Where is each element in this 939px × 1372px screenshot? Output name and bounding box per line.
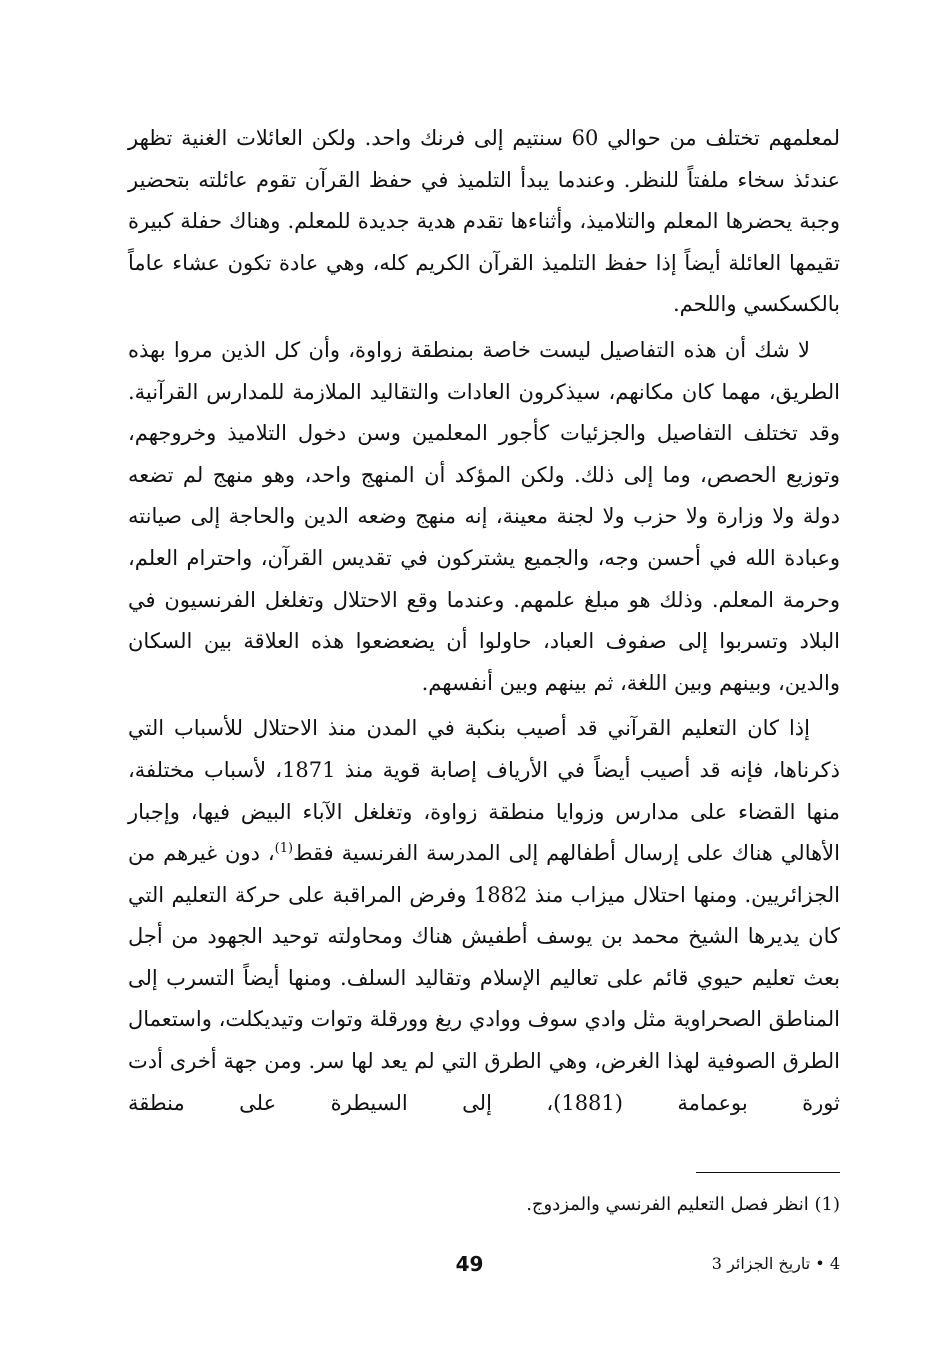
main-text: [128, 118, 840, 1124]
footnote-marker[interactable]: (1): [274, 841, 294, 857]
paragraph-3-part-2: ، دون غيرهم من الجزائريين. ومنها احتلال ميزاب منذ 1882 وفرض المراقبة على حركة التعليم التي كان يديرها الشيخ محمد بن يوسف أطفيش هناك ومحاولته توحيد الجهود من أجل بعث تعليم حيوي قائم على تعاليم الإسلام وتقاليد السلف. ومنها أيضاً التسرب إلى المناطق الصحراوية مثل وادي سوف ووادي ريغ وورقلة وتوات وتيديكلت، واستعمال الطرق الصوفية لهذا الغرض، وهي الطرق التي لم يعد لها سر. ومن جهة أخرى أدت ثورة بوعمامة (1881)، إلى السيطرة على منطقة: [128, 841, 840, 1115]
paragraph-3-part-1: إذا كان التعليم القرآني قد أصيب بنكبة في المدن منذ الاحتلال للأسباب التي ذكرناها، فإنه قد أصيب أيضاً في الأرياف إصابة قوية منذ 1871، لأسباب مختلفة، منها القضاء على مدارس وزوايا منطقة زواوة، وتغلغل الآباء البيض فيها، وإجبار الأهالي هناك على إرسال أطفالهم إلى المدرسة الفرنسية فقط: [128, 716, 840, 866]
page-number: 49: [455, 1252, 484, 1276]
paragraph-3: [128, 708, 840, 1124]
running-footer: 4 • تاريخ الجزائر 3: [711, 1254, 840, 1273]
paragraph-1: لمعلمهم تختلف من حوالي 60 سنتيم إلى فرنك واحد. ولكن العائلات الغنية تظهر عندئذ سخاء ملفتاً للنظر. وعندما يبدأ التلميذ في حفظ القرآن تقوم عائلته بتحضير وجبة يحضرها المعلم والتلاميذ، وأثناءها تقدم هدية جديدة للمعلم. وهناك حفلة كبيرة تقيمها العائلة أيضاً إذا حفظ التلميذ القرآن الكريم كله، وهي عادة تكون عشاء عاماً بالكسكسي واللحم.: [128, 126, 840, 317]
footnote-separator: [696, 1172, 840, 1173]
footnote: (1) انظر فصل التعليم الفرنسي والمزدوج.: [526, 1194, 840, 1215]
paragraph-2: لا شك أن هذه التفاصيل ليست خاصة بمنطقة زواوة، وأن كل الذين مروا بهذه الطريق، مهما كان مكانهم، سيذكرون العادات والتقاليد الملازمة للمدارس القرآنية. وقد تختلف التفاصيل والجزئيات كأجور المعلمين وسن دخول التلاميذ وخروجهم، وتوزيع الحصص، وما إلى ذلك. ولكن المؤكد أن المنهج واحد، وهو منهج لم تضعه دولة ولا وزارة ولا حزب ولا لجنة معينة، إنه منهج وضعه الدين والحاجة إلى صيانته وعبادة الله في أحسن وجه، والجميع يشتركون في تقديس القرآن، واحترام العلم، وحرمة المعلم. وذلك هو مبلغ علمهم. وعندما وقع الاحتلال وتغلغل الفرنسيون في البلاد وتسربوا إلى صفوف العباد، حاولوا أن يضعضعوا هذه العلاقة بين السكان والدين، وبينهم وبين اللغة، ثم بينهم وبين أنفسهم.: [128, 337, 840, 695]
